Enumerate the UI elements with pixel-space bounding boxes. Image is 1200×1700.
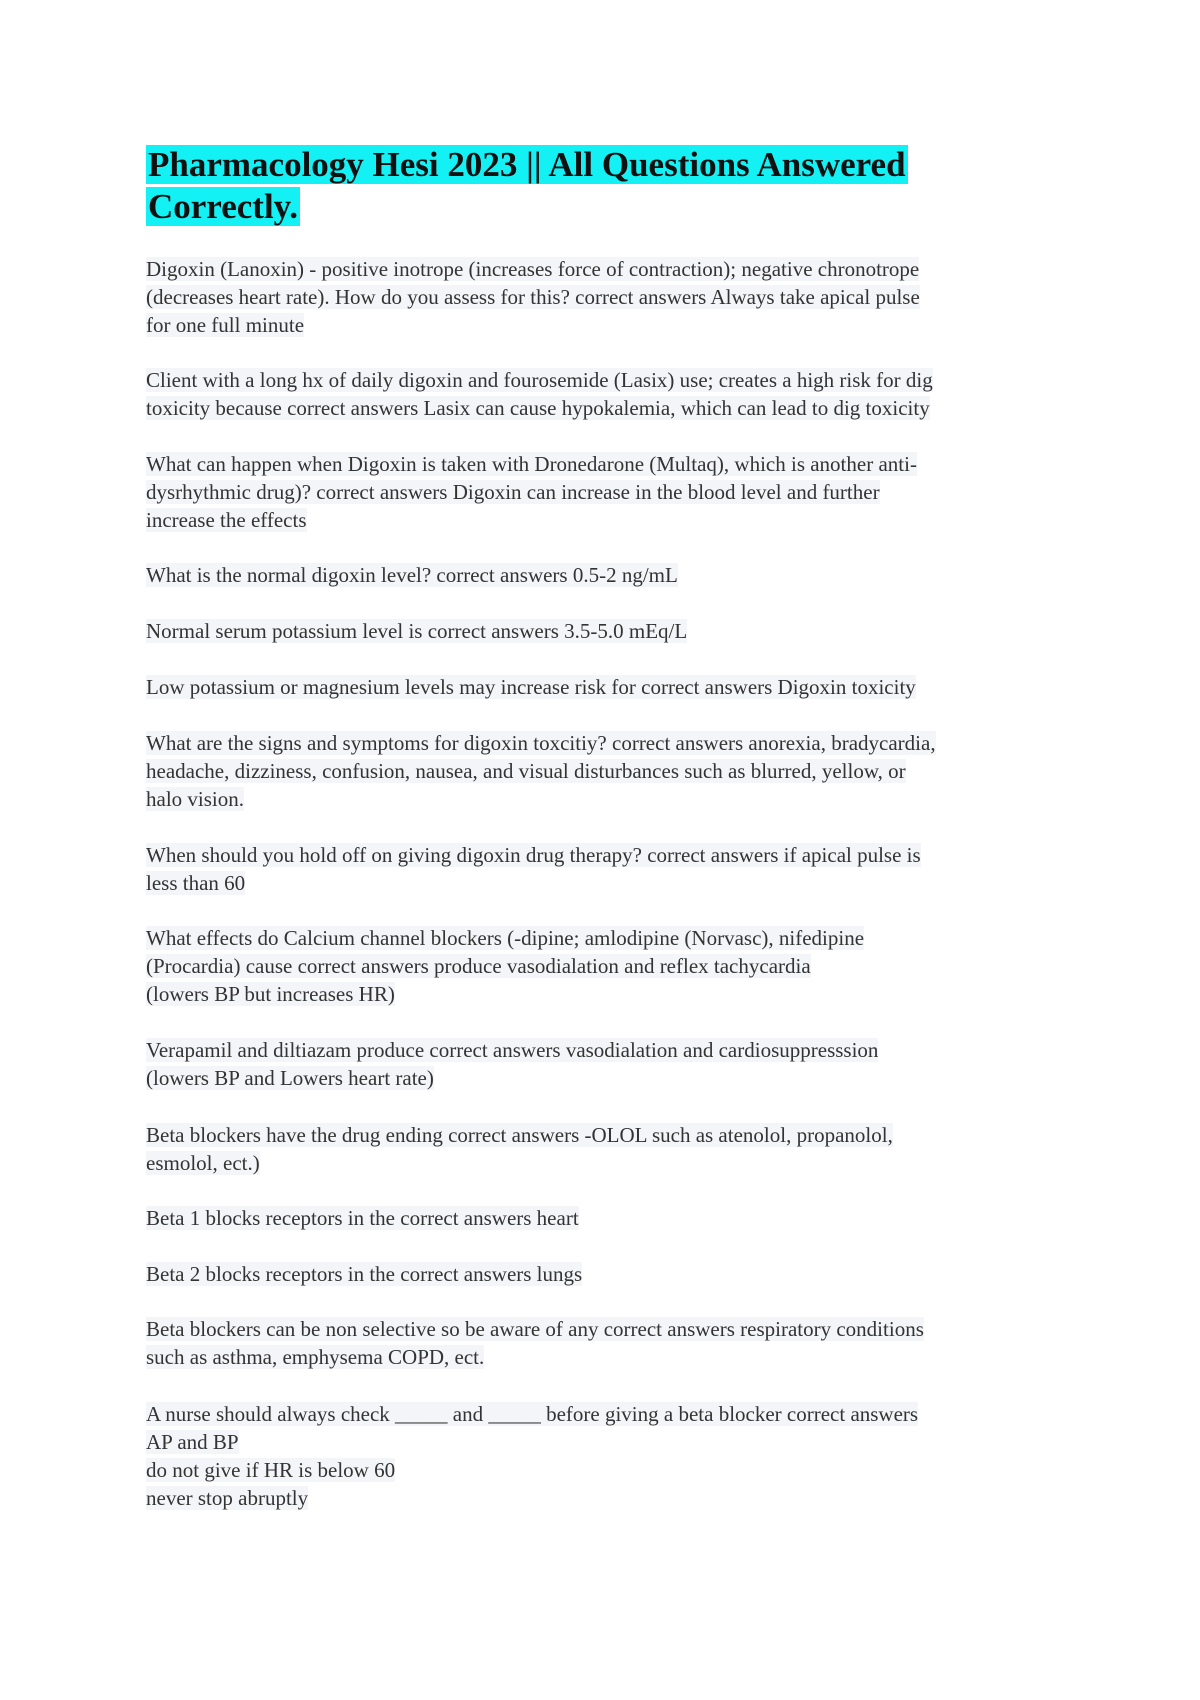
- paragraph-line: Beta blockers have the drug ending correct answers -OLOL such as atenolol, propanolol,: [146, 1123, 893, 1147]
- paragraph: [146, 1315, 1066, 1371]
- paragraph-line: halo vision.: [146, 787, 244, 811]
- paragraph-line: Digoxin (Lanoxin) - positive inotrope (increases force of contraction); negative chronotrope: [146, 257, 920, 281]
- paragraph: [146, 1036, 1066, 1092]
- title-highlight: Pharmacology Hesi 2023 || All Questions Answered Correctly.: [148, 145, 906, 226]
- paragraph-line: AP and BP: [146, 1430, 239, 1454]
- paragraph: [146, 255, 1066, 339]
- paragraph: [146, 1121, 1066, 1177]
- paragraph: [146, 366, 1066, 422]
- paragraph-line: When should you hold off on giving digoxin drug therapy? correct answers if apical pulse is: [146, 843, 921, 867]
- paragraph-line: Verapamil and diltiazam produce correct answers vasodialation and cardiosuppresssion: [146, 1038, 879, 1062]
- paragraph-line: never stop abruptly: [146, 1486, 309, 1510]
- paragraph: [146, 617, 1066, 645]
- paragraph: [146, 1204, 1066, 1232]
- paragraph-line: Client with a long hx of daily digoxin and fourosemide (Lasix) use; creates a high risk for dig: [146, 368, 933, 392]
- paragraph-line: (lowers BP and Lowers heart rate): [146, 1066, 434, 1090]
- paragraph-line: esmolol, ect.): [146, 1151, 260, 1175]
- paragraph: [146, 1260, 1066, 1288]
- paragraph: [146, 729, 1066, 813]
- paragraph-line: for one full minute: [146, 313, 305, 337]
- paragraph-line: A nurse should always check _____ and _____ before giving a beta blocker correct answers: [146, 1402, 919, 1426]
- paragraph-line: dysrhythmic drug)? correct answers Digoxin can increase in the blood level and further: [146, 480, 880, 504]
- paragraph-line: (decreases heart rate). How do you assess for this? correct answers Always take apical pulse: [146, 285, 920, 309]
- paragraph-line: What is the normal digoxin level? correct answers 0.5-2 ng/mL: [146, 563, 678, 587]
- paragraph-line: What can happen when Digoxin is taken with Dronedarone (Multaq), which is another anti-: [146, 452, 917, 476]
- document-title: [146, 144, 966, 228]
- paragraph-line: increase the effects: [146, 508, 307, 532]
- paragraph-line: What are the signs and symptoms for digoxin toxcitiy? correct answers anorexia, bradycardia,: [146, 731, 936, 755]
- paragraph-line: Beta blockers can be non selective so be aware of any correct answers respiratory conditions: [146, 1317, 924, 1341]
- paragraph-line: (Procardia) cause correct answers produce vasodialation and reflex tachycardia: [146, 954, 811, 978]
- paragraph-line: Beta 1 blocks receptors in the correct answers heart: [146, 1206, 579, 1230]
- paragraph-line: Beta 2 blocks receptors in the correct answers lungs: [146, 1262, 583, 1286]
- paragraph-line: (lowers BP but increases HR): [146, 982, 395, 1006]
- paragraph-line: Normal serum potassium level is correct answers 3.5-5.0 mEq/L: [146, 619, 688, 643]
- paragraph: [146, 1400, 1066, 1512]
- paragraph: [146, 924, 1066, 1008]
- paragraph-line: less than 60: [146, 871, 246, 895]
- paragraph-line: do not give if HR is below 60: [146, 1458, 396, 1482]
- paragraph: [146, 561, 1066, 589]
- paragraph-line: toxicity because correct answers Lasix can cause hypokalemia, which can lead to dig toxicity: [146, 396, 930, 420]
- paragraph-line: headache, dizziness, confusion, nausea, and visual disturbances such as blurred, yellow, or: [146, 759, 906, 783]
- paragraph-line: such as asthma, emphysema COPD, ect.: [146, 1345, 485, 1369]
- paragraph-line: What effects do Calcium channel blockers (-dipine; amlodipine (Norvasc), nifedipine: [146, 926, 865, 950]
- paragraph: [146, 673, 1066, 701]
- paragraph: [146, 841, 1066, 897]
- paragraph-line: Low potassium or magnesium levels may increase risk for correct answers Digoxin toxicity: [146, 675, 916, 699]
- paragraph: [146, 450, 1066, 534]
